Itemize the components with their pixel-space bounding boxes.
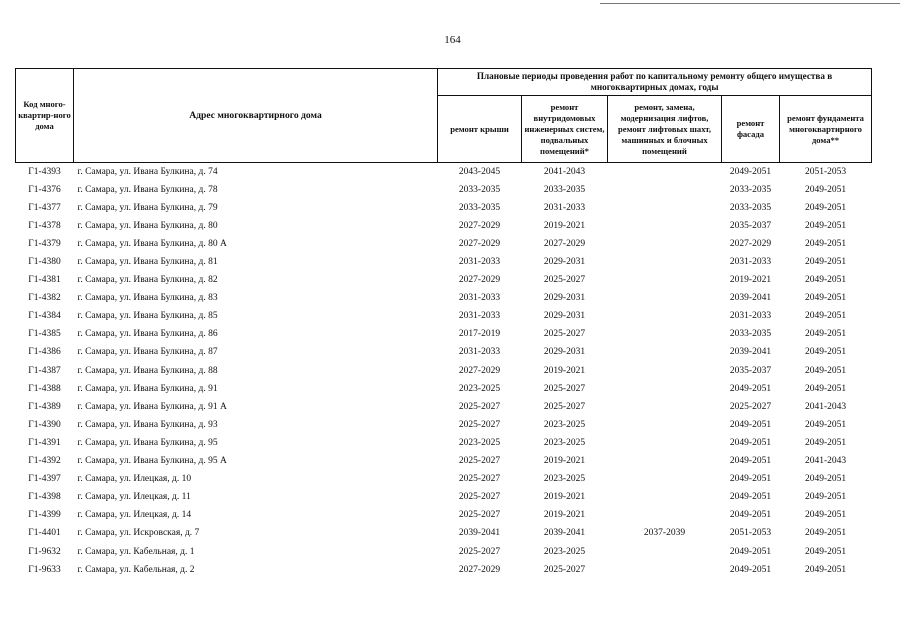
cell-foundation: 2041-2043 [804,401,847,412]
cell-systems: 2019-2021 [543,510,586,521]
cell-address: г. Самара, ул. Ивана Булкина, д. 87 [77,347,218,358]
cell-systems: 2029-2031 [543,257,586,268]
header-foundation: ремонт фундамента многоквартирного дома** [780,96,872,163]
table-row [16,471,872,489]
cell-code: Г1-4386 [28,347,61,358]
cell-elevators [608,380,722,398]
top-rule [600,3,900,4]
cell-foundation: 2049-2051 [804,419,847,430]
cell-roof: 2027-2029 [458,238,501,249]
cell-facade: 2049-2051 [729,437,772,448]
cell-address: г. Самара, ул. Илецкая, д. 11 [77,492,191,503]
cell-address: г. Самара, ул. Кабельная, д. 1 [77,546,195,557]
table-row [16,199,872,217]
cell-facade: 2027-2029 [729,238,772,249]
cell-code: Г1-4381 [28,275,61,286]
cell-address: г. Самара, ул. Ивана Булкина, д. 88 [77,365,218,376]
cell-foundation: 2049-2051 [804,474,847,485]
cell-systems: 2027-2029 [543,238,586,249]
cell-roof: 2033-2035 [458,202,501,213]
cell-systems: 2029-2031 [543,293,586,304]
cell-foundation: 2049-2051 [804,220,847,231]
cell-systems: 2023-2025 [543,474,586,485]
table-row [16,507,872,525]
cell-code: Г1-4398 [28,492,61,503]
cell-facade: 2031-2033 [729,311,772,322]
header-planned-periods: Плановые периоды проведения работ по капитальному ремонту общего имущества в многоквартирных домах, годы [438,69,872,96]
table-row [16,561,872,579]
cell-systems: 2023-2025 [543,437,586,448]
cell-roof: 2023-2025 [458,437,501,448]
cell-facade: 2049-2051 [729,564,772,575]
cell-facade: 2049-2051 [729,510,772,521]
cell-elevators [608,290,722,308]
cell-facade: 2049-2051 [729,546,772,557]
cell-address: г. Самара, ул. Ивана Булкина, д. 91 А [77,401,227,412]
cell-elevators [608,199,722,217]
cell-roof: 2025-2027 [458,546,501,557]
cell-foundation: 2049-2051 [804,293,847,304]
cell-facade: 2035-2037 [729,365,772,376]
cell-elevators [608,163,722,182]
table-row [16,326,872,344]
cell-systems: 2025-2027 [543,275,586,286]
cell-systems: 2019-2021 [543,492,586,503]
table-row [16,181,872,199]
table-row [16,362,872,380]
cell-code: Г1-4376 [28,184,61,195]
cell-elevators [608,253,722,271]
cell-systems: 2019-2021 [543,456,586,467]
cell-elevators [608,181,722,199]
cell-foundation: 2049-2051 [804,365,847,376]
cell-code: Г1-9632 [28,546,61,557]
cell-code: Г1-4384 [28,311,61,322]
cell-systems: 2025-2027 [543,329,586,340]
cell-address: г. Самара, ул. Ивана Булкина, д. 80 [77,220,218,231]
cell-roof: 2031-2033 [458,257,501,268]
table-row [16,434,872,452]
cell-foundation: 2049-2051 [804,275,847,286]
cell-address: г. Самара, ул. Ивана Булкина, д. 95 [77,437,218,448]
cell-facade: 2049-2051 [729,474,772,485]
cell-foundation: 2049-2051 [804,383,847,394]
table-row [16,217,872,235]
table-row [16,253,872,271]
cell-code: Г1-4377 [28,202,61,213]
cell-systems: 2039-2041 [543,528,586,539]
table-row [16,290,872,308]
cell-code: Г1-4387 [28,365,61,376]
cell-facade: 2049-2051 [729,419,772,430]
cell-systems: 2029-2031 [543,311,586,322]
cell-roof: 2039-2041 [458,528,501,539]
cell-code: Г1-4393 [28,166,61,177]
table-row [16,235,872,253]
cell-roof: 2025-2027 [458,419,501,430]
table-row [16,398,872,416]
cell-address: г. Самара, ул. Ивана Булкина, д. 85 [77,311,218,322]
cell-facade: 2033-2035 [729,329,772,340]
cell-systems: 2041-2043 [543,166,586,177]
cell-foundation: 2049-2051 [804,564,847,575]
cell-address: г. Самара, ул. Илецкая, д. 14 [77,510,192,521]
cell-facade: 2039-2041 [729,293,772,304]
cell-elevators [608,398,722,416]
cell-code: Г1-4392 [28,456,61,467]
cell-address: г. Самара, ул. Ивана Булкина, д. 78 [77,184,218,195]
cell-roof: 2033-2035 [458,184,501,195]
cell-address: г. Самара, ул. Ивана Булкина, д. 74 [77,166,218,177]
cell-elevators [608,217,722,235]
cell-address: г. Самара, ул. Ивана Булкина, д. 95 А [77,456,227,467]
cell-systems: 2019-2021 [543,365,586,376]
cell-facade: 2049-2051 [729,456,772,467]
cell-elevators [608,326,722,344]
cell-elevators [608,471,722,489]
cell-systems: 2031-2033 [543,202,586,213]
cell-systems: 2025-2027 [543,383,586,394]
cell-elevators [608,453,722,471]
cell-code: Г1-4397 [28,474,61,485]
cell-foundation: 2049-2051 [804,437,847,448]
cell-code: Г1-4380 [28,257,61,268]
cell-address: г. Самара, ул. Кабельная, д. 2 [77,564,195,575]
cell-systems: 2019-2021 [543,220,586,231]
cell-foundation: 2049-2051 [804,311,847,322]
cell-elevators [608,362,722,380]
table-row [16,489,872,507]
cell-address: г. Самара, ул. Ивана Булкина, д. 93 [77,419,218,430]
cell-roof: 2025-2027 [458,510,501,521]
cell-roof: 2027-2029 [458,275,501,286]
cell-foundation: 2049-2051 [804,257,847,268]
cell-address: г. Самара, ул. Ивана Булкина, д. 82 [77,275,218,286]
cell-systems: 2025-2027 [543,401,586,412]
cell-code: Г1-4389 [28,401,61,412]
cell-code: Г1-4388 [28,383,61,394]
cell-elevators [608,434,722,452]
cell-roof: 2027-2029 [458,220,501,231]
table-body [16,163,872,580]
cell-facade: 2049-2051 [729,492,772,503]
cell-facade: 2049-2051 [729,166,772,177]
cell-foundation: 2049-2051 [804,492,847,503]
cell-roof: 2027-2029 [458,564,501,575]
header-code: Код много-квартир-ного дома [16,69,74,163]
cell-foundation: 2049-2051 [804,184,847,195]
cell-foundation: 2049-2051 [804,528,847,539]
cell-systems: 2023-2025 [543,546,586,557]
repair-schedule-table [15,68,872,579]
cell-elevators [608,344,722,362]
cell-code: Г1-4378 [28,220,61,231]
table-row [16,344,872,362]
cell-roof: 2025-2027 [458,456,501,467]
cell-elevators [608,308,722,326]
cell-roof: 2031-2033 [458,347,501,358]
cell-facade: 2051-2053 [729,528,772,539]
cell-code: Г1-4390 [28,419,61,430]
cell-systems: 2029-2031 [543,347,586,358]
cell-roof: 2025-2027 [458,492,501,503]
cell-address: г. Самара, ул. Илецкая, д. 10 [77,474,192,485]
cell-facade: 2033-2035 [729,202,772,213]
cell-foundation: 2049-2051 [804,202,847,213]
cell-facade: 2033-2035 [729,184,772,195]
cell-elevators [608,416,722,434]
cell-elevators [608,272,722,290]
cell-foundation: 2049-2051 [804,347,847,358]
table-row [16,380,872,398]
cell-code: Г1-4401 [28,528,61,539]
cell-elevators [608,507,722,525]
cell-facade: 2025-2027 [729,401,772,412]
cell-elevators [608,235,722,253]
table-row [16,308,872,326]
page-number: 164 [444,34,461,46]
cell-address: г. Самара, ул. Ивана Булкина, д. 81 [77,257,218,268]
cell-code: Г1-4382 [28,293,61,304]
cell-roof: 2025-2027 [458,401,501,412]
cell-address: г. Самара, ул. Ивана Булкина, д. 80 А [77,238,227,249]
cell-code: Г1-4379 [28,238,61,249]
cell-facade: 2019-2021 [729,275,772,286]
cell-elevators [608,543,722,561]
cell-roof: 2025-2027 [458,474,501,485]
cell-roof: 2031-2033 [458,311,501,322]
cell-code: Г1-9633 [28,564,61,575]
cell-address: г. Самара, ул. Ивана Булкина, д. 91 [77,383,218,394]
cell-address: г. Самара, ул. Ивана Булкина, д. 83 [77,293,218,304]
cell-foundation: 2049-2051 [804,546,847,557]
cell-facade: 2039-2041 [729,347,772,358]
table-row [16,543,872,561]
cell-foundation: 2049-2051 [804,238,847,249]
cell-code: Г1-4391 [28,437,61,448]
header-systems: ремонт внутридомовых инженерных систем, подвальных помещений* [522,96,608,163]
table-row [16,416,872,434]
cell-elevators [608,561,722,579]
cell-roof: 2031-2033 [458,293,501,304]
cell-foundation: 2051-2053 [804,166,847,177]
cell-facade: 2035-2037 [729,220,772,231]
table-row [16,272,872,290]
cell-elevators [608,489,722,507]
cell-foundation: 2041-2043 [804,456,847,467]
cell-facade: 2031-2033 [729,257,772,268]
cell-address: г. Самара, ул. Искровская, д. 7 [77,528,200,539]
cell-facade: 2049-2051 [729,383,772,394]
table-row [16,525,872,543]
cell-roof: 2027-2029 [458,365,501,376]
table-row [16,453,872,471]
cell-foundation: 2049-2051 [804,510,847,521]
cell-address: г. Самара, ул. Ивана Булкина, д. 79 [77,202,218,213]
cell-elevators: 2037-2039 [643,528,686,539]
cell-roof: 2043-2045 [458,166,501,177]
cell-foundation: 2049-2051 [804,329,847,340]
header-elevators: ремонт, замена, модернизация лифтов, ремонт лифтовых шахт, машинных и блочных помещений [608,96,722,163]
cell-systems: 2033-2035 [543,184,586,195]
header-facade: ремонт фасада [722,96,780,163]
cell-address: г. Самара, ул. Ивана Булкина, д. 86 [77,329,218,340]
cell-roof: 2017-2019 [458,329,501,340]
header-roof: ремонт крыши [438,96,522,163]
cell-systems: 2023-2025 [543,419,586,430]
cell-code: Г1-4385 [28,329,61,340]
cell-systems: 2025-2027 [543,564,586,575]
table-row [16,163,872,182]
cell-code: Г1-4399 [28,510,61,521]
cell-roof: 2023-2025 [458,383,501,394]
header-address: Адрес многоквартирного дома [74,69,438,163]
